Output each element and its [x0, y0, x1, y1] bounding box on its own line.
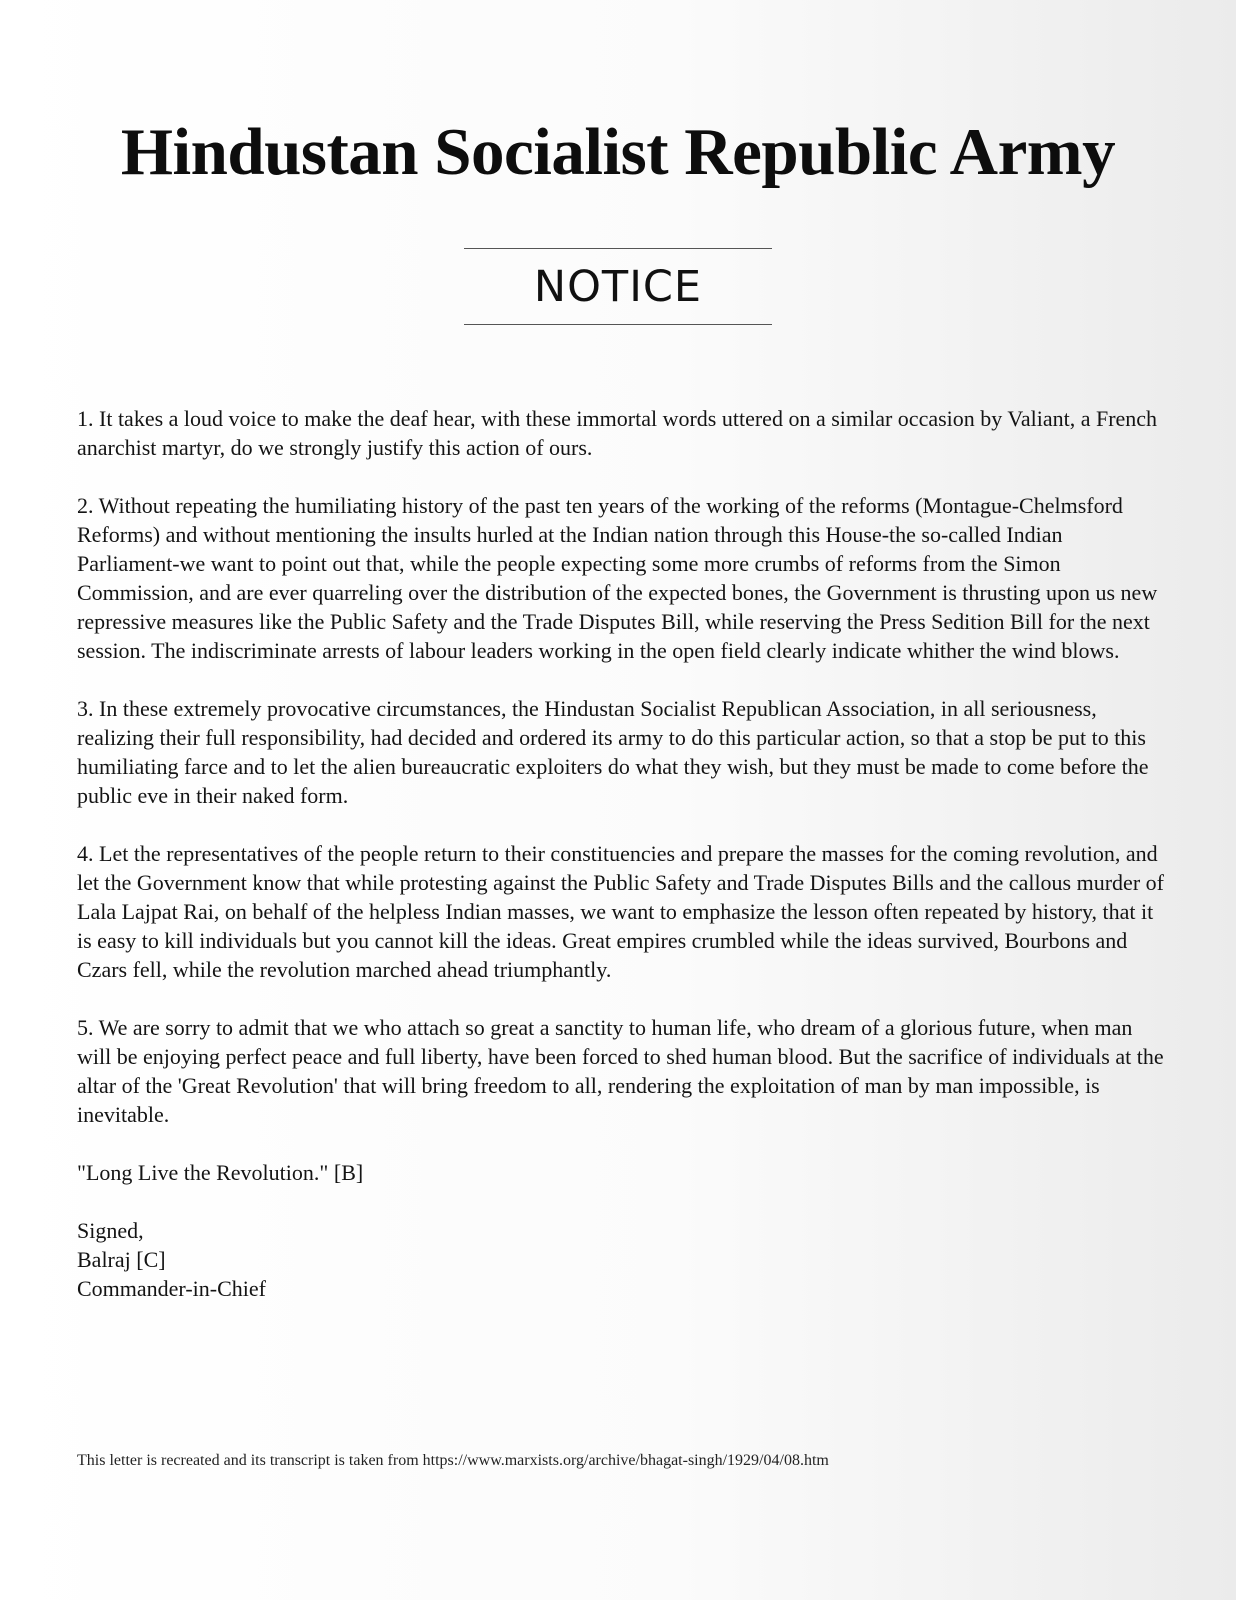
source-footer: This letter is recreated and its transcript is taken from https://www.marxists.org/archive/bhagat-singh/1929/04/08.htm	[77, 1452, 829, 1469]
signatory-role: Commander-in-Chief	[77, 1276, 266, 1301]
slogan: "Long Live the Revolution." [B]	[77, 1160, 364, 1185]
notice-label: NOTICE	[533, 261, 703, 312]
paragraph-5: 5. We are sorry to admit that we who attach so great a sanctity to human life, who dream of a glorious future, when man will be enjoying perfect peace and full liberty, have been forced to shed human blood. But the sacrifice of individuals at the altar of the 'Great Revolution' that will bring freedom to all, rendering the exploitation of man by man impossible, is inevitable.	[77, 1015, 1164, 1127]
paragraph-4: 4. Let the representatives of the people return to their constituencies and prepare the masses for the coming revolution, and let the Government know that while protesting against the Public Safety and Trade Disputes Bills and the callous murder of Lala Lajpat Rai, on behalf of the helpless Indian masses, we want to emphasize the lesson often repeated by history, that it is easy to kill individuals but you cannot kill the ideas. Great empires crumbled while the ideas survived, Bourbons and Czars fell, while the revolution marched ahead triumphantly.	[77, 841, 1164, 982]
paragraph-2: 2. Without repeating the humiliating history of the past ten years of the working of the reforms (Montague-Chelmsford Reforms) and without mentioning the insults hurled at the Indian nation through this House-the so-called Indian Parliament-we want to point out that, while the people expecting some more crumbs of reforms from the Simon Commission, and are ever quarreling over the distribution of the expected bones, the Government is thrusting upon us new repressive measures like the Public Safety and the Trade Disputes Bill, while reserving the Press Sedition Bill for the next session. The indiscriminate arrests of labour leaders working in the open field clearly indicate whither the wind blows.	[77, 493, 1158, 663]
signature-block	[77, 1216, 1167, 1303]
signed-line: Signed,	[77, 1218, 144, 1243]
paragraph-3: 3. In these extremely provocative circumstances, the Hindustan Socialist Republican Association, in all seriousness, realizing their full responsibility, had decided and ordered its army to do this particular action, so that a stop be put to this humiliating farce and to let the alien bureaucratic exploiters do what they wish, but they must be made to come before the public eve in their naked form.	[77, 696, 1149, 808]
paragraph-1: 1. It takes a loud voice to make the deaf hear, with these immortal words uttered on a similar occasion by Valiant, a French anarchist martyr, do we strongly justify this action of ours.	[77, 406, 1158, 460]
document-body	[77, 404, 1167, 1303]
document-title: Hindustan Socialist Republic Army	[120, 115, 1116, 189]
signatory-name: Balraj [C]	[77, 1247, 166, 1272]
notice-heading	[464, 248, 772, 325]
